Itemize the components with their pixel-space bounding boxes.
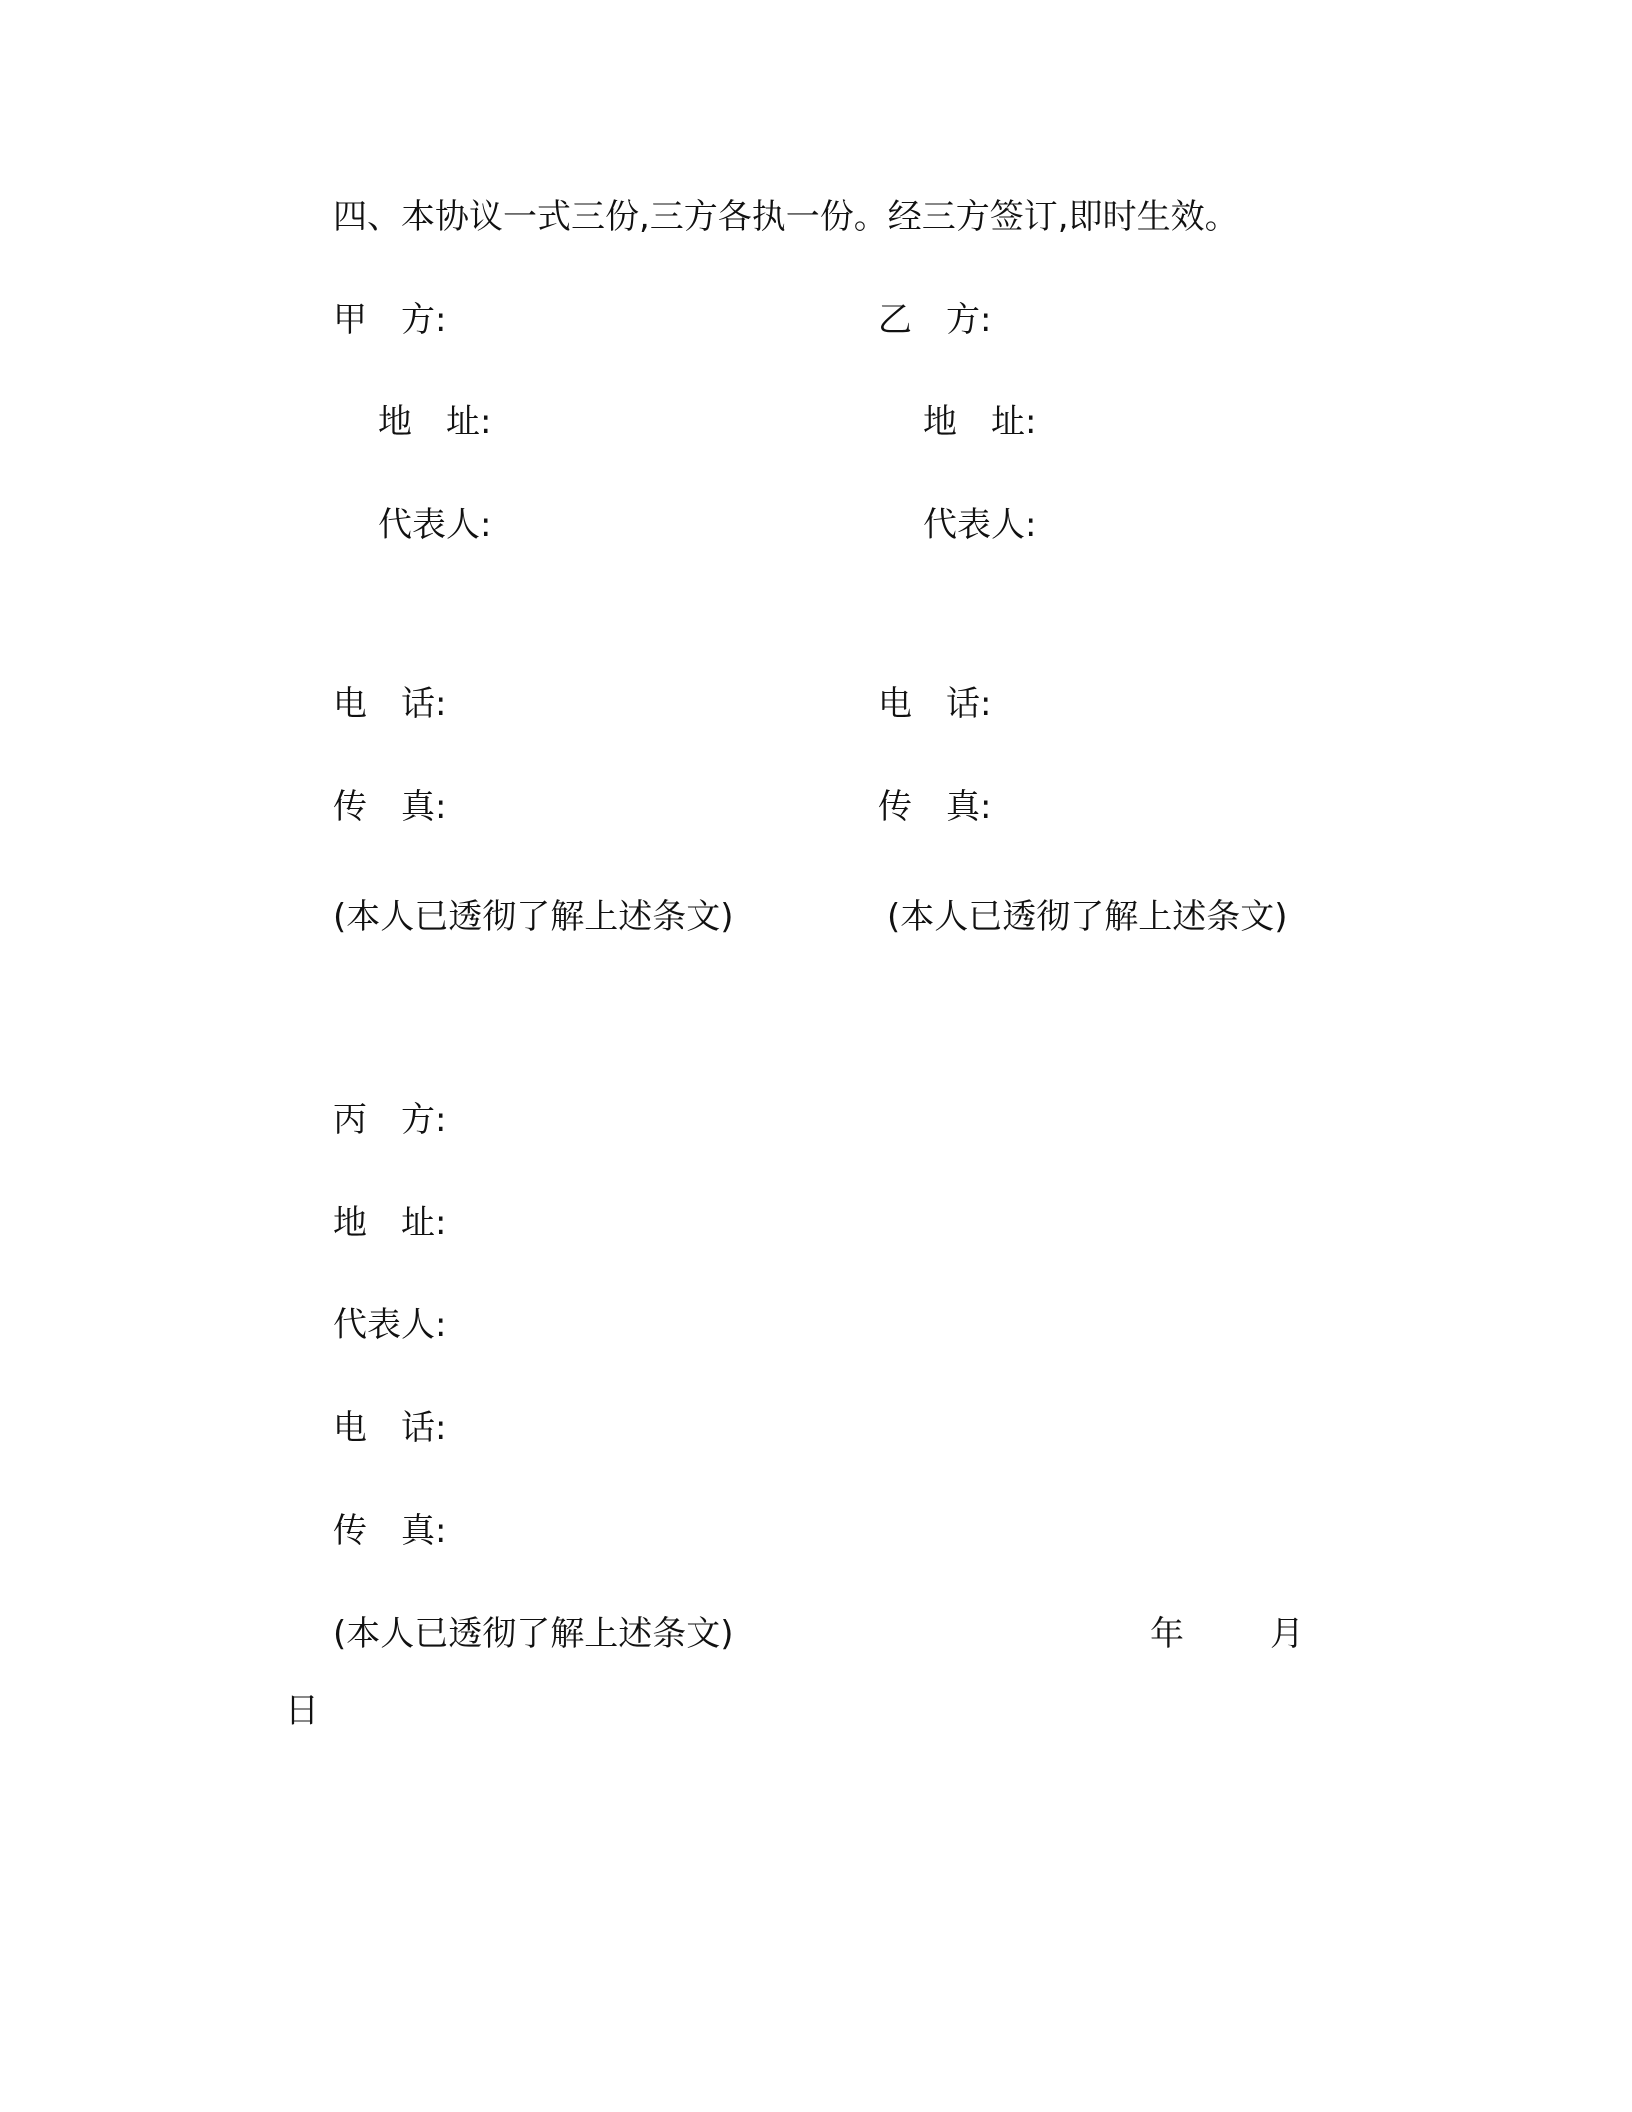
party-c-address-label: 地 址: xyxy=(333,1203,447,1243)
party-a-phone-label: 电 话: xyxy=(333,684,447,724)
date-year: 年 xyxy=(1150,1614,1184,1654)
clause-text: 四、本协议一式三份,三方各执一份。经三方签订,即时生效。 xyxy=(333,197,1239,237)
party-a-label: 甲 方: xyxy=(333,300,447,340)
party-c-phone-label: 电 话: xyxy=(333,1408,447,1448)
party-b-representative-label: 代表人: xyxy=(923,505,1037,545)
date-day: 日 xyxy=(285,1691,319,1731)
party-b-fax-label: 传 真: xyxy=(878,787,992,827)
party-b-acknowledgment: (本人已透彻了解上述条文) xyxy=(887,897,1288,937)
party-c-label: 丙 方: xyxy=(333,1100,447,1140)
party-a-acknowledgment: (本人已透彻了解上述条文) xyxy=(333,897,734,937)
date-month: 月 xyxy=(1270,1614,1304,1654)
party-c-fax-label: 传 真: xyxy=(333,1511,447,1551)
party-a-address-label: 地 址: xyxy=(378,402,492,442)
party-b-address-label: 地 址: xyxy=(923,402,1037,442)
party-c-acknowledgment: (本人已透彻了解上述条文) xyxy=(333,1614,734,1654)
party-b-phone-label: 电 话: xyxy=(878,684,992,724)
party-a-fax-label: 传 真: xyxy=(333,787,447,827)
party-c-representative-label: 代表人: xyxy=(333,1305,447,1345)
party-a-representative-label: 代表人: xyxy=(378,505,492,545)
party-b-label: 乙 方: xyxy=(878,300,992,340)
